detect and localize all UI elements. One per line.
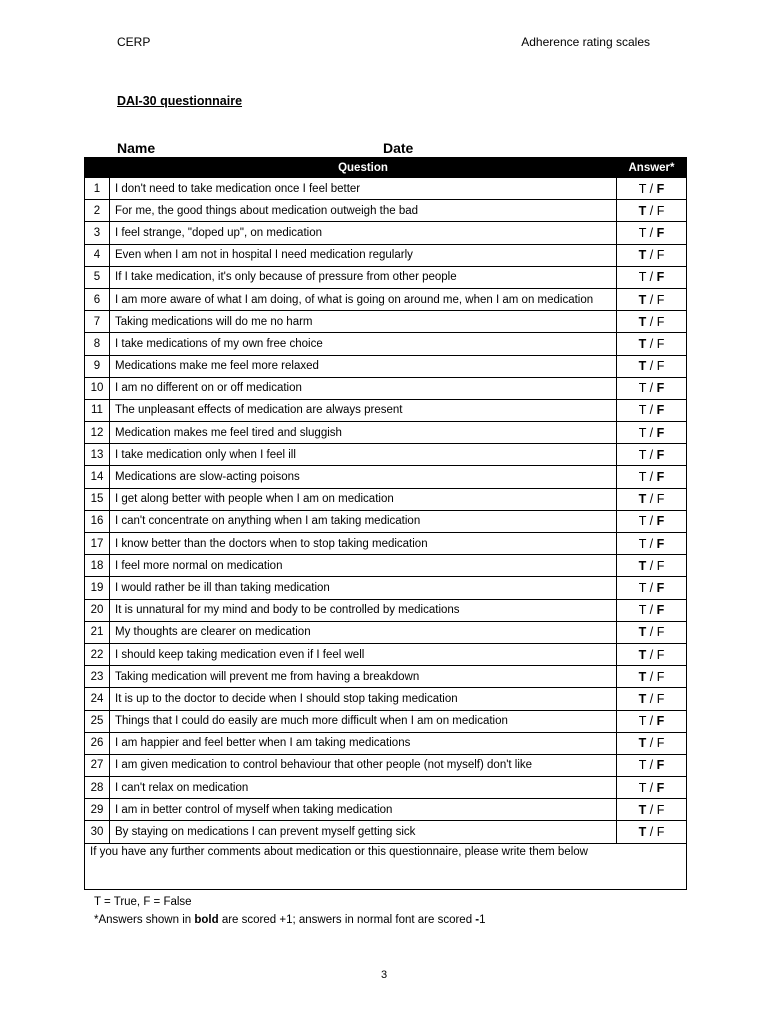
answer-false-option[interactable]: F (656, 359, 665, 374)
question-text: I am in better control of myself when taking medication (110, 799, 617, 821)
table-row (85, 688, 687, 710)
answer-separator: / (646, 536, 657, 551)
answer-true-option[interactable]: T (638, 603, 647, 618)
header-left: CERP (117, 35, 151, 49)
question-text: The unpleasant effects of medication are always present (110, 399, 617, 421)
answer-cell[interactable] (617, 200, 687, 222)
answer-true-option[interactable]: T (638, 780, 647, 795)
question-number: 10 (85, 377, 110, 399)
answer-separator: / (646, 669, 657, 684)
question-column-header: Question (110, 158, 617, 178)
question-number: 29 (85, 799, 110, 821)
answer-cell[interactable] (617, 621, 687, 643)
answer-true-option[interactable]: T (638, 669, 647, 684)
answer-true-option[interactable]: T (638, 270, 647, 285)
table-row (85, 422, 687, 444)
answer-cell[interactable] (617, 355, 687, 377)
question-text: Things that I could do easily are much more difficult when I am on medication (110, 710, 617, 732)
answer-true-option[interactable]: T (638, 802, 647, 817)
answer-false-option[interactable]: F (656, 447, 665, 462)
question-number: 21 (85, 621, 110, 643)
answer-cell[interactable] (617, 333, 687, 355)
answer-cell[interactable] (617, 799, 687, 821)
answer-true-option[interactable]: T (638, 558, 647, 573)
table-row (85, 200, 687, 222)
answer-separator: / (646, 603, 657, 618)
answer-false-option[interactable]: F (656, 292, 665, 307)
answer-true-option[interactable]: T (638, 248, 647, 263)
table-row (85, 799, 687, 821)
question-number: 22 (85, 643, 110, 665)
question-text: I take medication only when I feel ill (110, 444, 617, 466)
answer-separator: / (646, 514, 657, 529)
question-number: 3 (85, 222, 110, 244)
question-number: 30 (85, 821, 110, 843)
answer-column-header: Answer* (617, 158, 687, 178)
answer-false-option[interactable]: F (656, 736, 665, 751)
answer-separator: / (646, 780, 657, 795)
answer-separator: / (646, 314, 657, 329)
table-row (85, 178, 687, 200)
answer-cell[interactable] (617, 688, 687, 710)
question-text: I don't need to take medication once I feel better (110, 178, 617, 200)
question-text: I feel more normal on medication (110, 555, 617, 577)
answer-cell[interactable] (617, 510, 687, 532)
table-row (85, 732, 687, 754)
question-text: I should keep taking medication even if I feel well (110, 643, 617, 665)
answer-true-option[interactable]: T (638, 647, 647, 662)
questionnaire-table (84, 157, 687, 890)
table-row (85, 399, 687, 421)
table-row (85, 377, 687, 399)
answer-false-option[interactable]: F (656, 714, 665, 729)
question-text: It is unnatural for my mind and body to be controlled by medications (110, 599, 617, 621)
answer-false-option[interactable]: F (656, 492, 665, 507)
answer-false-option[interactable]: F (656, 470, 665, 485)
answer-true-option[interactable]: T (638, 403, 647, 418)
answer-true-option[interactable]: T (638, 825, 647, 840)
question-text: I know better than the doctors when to stop taking medication (110, 533, 617, 555)
answer-true-option[interactable]: T (638, 292, 647, 307)
table-row (85, 643, 687, 665)
answer-cell[interactable] (617, 422, 687, 444)
answer-false-option[interactable]: F (656, 403, 665, 418)
answer-cell[interactable] (617, 555, 687, 577)
answer-separator: / (646, 270, 657, 285)
question-text: I am no different on or off medication (110, 377, 617, 399)
header-right: Adherence rating scales (521, 35, 650, 49)
answer-cell[interactable] (617, 643, 687, 665)
question-number: 23 (85, 666, 110, 688)
table-row (85, 710, 687, 732)
answer-true-option[interactable]: T (638, 714, 647, 729)
answer-false-option[interactable]: F (656, 580, 665, 595)
question-number: 8 (85, 333, 110, 355)
answer-false-option[interactable]: F (656, 780, 665, 795)
answer-cell[interactable] (617, 399, 687, 421)
answer-true-option[interactable]: T (638, 758, 647, 773)
answer-separator: / (646, 336, 657, 351)
answer-cell[interactable] (617, 577, 687, 599)
answer-separator: / (646, 359, 657, 374)
answer-cell[interactable] (617, 777, 687, 799)
answer-separator: / (646, 292, 657, 307)
question-text: I am happier and feel better when I am taking medications (110, 732, 617, 754)
answer-cell[interactable] (617, 710, 687, 732)
question-number: 25 (85, 710, 110, 732)
answer-separator: / (646, 758, 657, 773)
answer-false-option[interactable]: F (656, 669, 665, 684)
answer-true-option[interactable]: T (638, 203, 647, 218)
table-row (85, 599, 687, 621)
answer-separator: / (646, 492, 657, 507)
question-number: 11 (85, 399, 110, 421)
answer-false-option[interactable]: F (656, 825, 665, 840)
answer-true-option[interactable]: T (638, 336, 647, 351)
answer-cell[interactable] (617, 222, 687, 244)
answer-false-option[interactable]: F (656, 647, 665, 662)
answer-true-option[interactable]: T (638, 736, 647, 751)
comments-box[interactable]: If you have any further comments about medication or this questionnaire, please write them below (85, 843, 687, 889)
question-number: 17 (85, 533, 110, 555)
table-row (85, 466, 687, 488)
question-text: I am given medication to control behaviour that other people (not myself) don't like (110, 754, 617, 776)
answer-false-option[interactable]: F (656, 603, 665, 618)
answer-false-option[interactable]: F (656, 625, 665, 640)
answer-separator: / (646, 736, 657, 751)
question-number: 2 (85, 200, 110, 222)
question-number: 20 (85, 599, 110, 621)
answer-separator: / (646, 691, 657, 706)
table-row (85, 266, 687, 288)
number-column-header (85, 158, 110, 178)
answer-false-option[interactable]: F (656, 758, 665, 773)
question-text: It is up to the doctor to decide when I should stop taking medication (110, 688, 617, 710)
table-row (85, 311, 687, 333)
question-text: I take medications of my own free choice (110, 333, 617, 355)
question-number: 19 (85, 577, 110, 599)
answer-separator: / (646, 248, 657, 263)
answer-true-option[interactable]: T (638, 425, 647, 440)
question-number: 28 (85, 777, 110, 799)
question-text: My thoughts are clearer on medication (110, 621, 617, 643)
answer-false-option[interactable]: F (656, 336, 665, 351)
answer-true-option[interactable]: T (638, 691, 647, 706)
question-number: 24 (85, 688, 110, 710)
answer-true-option[interactable]: T (638, 492, 647, 507)
question-text: If I take medication, it's only because of pressure from other people (110, 266, 617, 288)
question-text: I get along better with people when I am on medication (110, 488, 617, 510)
question-number: 1 (85, 178, 110, 200)
question-text: Taking medication will prevent me from having a breakdown (110, 666, 617, 688)
answer-false-option[interactable]: F (656, 802, 665, 817)
question-number: 5 (85, 266, 110, 288)
question-number: 13 (85, 444, 110, 466)
question-text: I can't relax on medication (110, 777, 617, 799)
document-title: DAI-30 questionnaire (117, 94, 243, 108)
table-row (85, 288, 687, 310)
table-row (85, 222, 687, 244)
question-text: For me, the good things about medication outweigh the bad (110, 200, 617, 222)
question-number: 4 (85, 244, 110, 266)
answer-cell[interactable] (617, 533, 687, 555)
table-row (85, 510, 687, 532)
table-row (85, 533, 687, 555)
answer-cell[interactable] (617, 288, 687, 310)
answer-true-option[interactable]: T (638, 470, 647, 485)
answer-separator: / (646, 425, 657, 440)
question-text: By staying on medications I can prevent myself getting sick (110, 821, 617, 843)
table-row (85, 244, 687, 266)
answer-separator: / (646, 802, 657, 817)
answer-false-option[interactable]: F (656, 203, 665, 218)
question-number: 6 (85, 288, 110, 310)
answer-true-option[interactable]: T (638, 359, 647, 374)
answer-false-option[interactable]: F (656, 691, 665, 706)
answer-false-option[interactable]: F (656, 381, 665, 396)
answer-true-option[interactable]: T (638, 447, 647, 462)
answer-false-option[interactable]: F (656, 181, 665, 196)
answer-separator: / (646, 403, 657, 418)
table-row (85, 666, 687, 688)
answer-cell[interactable] (617, 754, 687, 776)
answer-false-option[interactable]: F (656, 248, 665, 263)
answer-false-option[interactable]: F (656, 314, 665, 329)
answer-false-option[interactable]: F (656, 270, 665, 285)
table-row (85, 621, 687, 643)
question-number: 26 (85, 732, 110, 754)
table-header-row (85, 158, 687, 178)
answer-false-option[interactable]: F (656, 514, 665, 529)
answer-true-option[interactable]: T (638, 625, 647, 640)
table-row (85, 577, 687, 599)
question-text: Medications make me feel more relaxed (110, 355, 617, 377)
answer-false-option[interactable]: F (656, 225, 665, 240)
legend-text-end: 1 (479, 914, 486, 926)
legend-text-pre: *Answers shown in (94, 914, 195, 926)
answer-true-option[interactable]: T (638, 314, 647, 329)
answer-separator: / (646, 225, 657, 240)
question-text: I feel strange, "doped up", on medication (110, 222, 617, 244)
table-row (85, 777, 687, 799)
answer-cell[interactable] (617, 266, 687, 288)
answer-true-option[interactable]: T (638, 181, 647, 196)
table-row (85, 754, 687, 776)
question-text: I would rather be ill than taking medication (110, 577, 617, 599)
legend-text-post: are scored +1; answers in normal font are scored (218, 914, 476, 926)
question-number: 18 (85, 555, 110, 577)
question-text: Taking medications will do me no harm (110, 311, 617, 333)
answer-cell[interactable] (617, 821, 687, 843)
answer-separator: / (646, 470, 657, 485)
answer-true-option[interactable]: T (638, 381, 647, 396)
legend-bold-word: bold (194, 914, 219, 926)
answer-cell[interactable] (617, 488, 687, 510)
question-text: Even when I am not in hospital I need medication regularly (110, 244, 617, 266)
question-number: 14 (85, 466, 110, 488)
table-row (85, 821, 687, 843)
date-label: Date (383, 140, 414, 156)
answer-cell[interactable] (617, 178, 687, 200)
answer-false-option[interactable]: F (656, 536, 665, 551)
comments-row (85, 843, 687, 889)
answer-false-option[interactable]: F (656, 425, 665, 440)
question-number: 15 (85, 488, 110, 510)
answer-cell[interactable] (617, 311, 687, 333)
table-row (85, 333, 687, 355)
name-label: Name (117, 140, 156, 156)
question-text: I am more aware of what I am doing, of what is going on around me, when I am on medication (110, 288, 617, 310)
question-text: Medications are slow-acting poisons (110, 466, 617, 488)
legend-line-2 (94, 914, 486, 926)
answer-separator: / (646, 647, 657, 662)
page-number: 3 (380, 969, 388, 981)
answer-cell[interactable] (617, 732, 687, 754)
question-number: 16 (85, 510, 110, 532)
table-row (85, 444, 687, 466)
answer-separator: / (646, 825, 657, 840)
answer-cell[interactable] (617, 666, 687, 688)
answer-separator: / (646, 625, 657, 640)
answer-cell[interactable] (617, 377, 687, 399)
answer-true-option[interactable]: T (638, 514, 647, 529)
answer-separator: / (646, 558, 657, 573)
table-row (85, 555, 687, 577)
table-row (85, 355, 687, 377)
question-rows (85, 178, 687, 844)
question-number: 7 (85, 311, 110, 333)
answer-cell[interactable] (617, 244, 687, 266)
legend-minus-sign: - (475, 914, 480, 926)
question-number: 12 (85, 422, 110, 444)
table-row (85, 488, 687, 510)
answer-separator: / (646, 714, 657, 729)
question-text: Medication makes me feel tired and sluggish (110, 422, 617, 444)
answer-cell[interactable] (617, 599, 687, 621)
answer-separator: / (646, 381, 657, 396)
answer-separator: / (646, 203, 657, 218)
question-number: 27 (85, 754, 110, 776)
answer-false-option[interactable]: F (656, 558, 665, 573)
answer-true-option[interactable]: T (638, 536, 647, 551)
question-text: I can't concentrate on anything when I am taking medication (110, 510, 617, 532)
answer-cell[interactable] (617, 466, 687, 488)
answer-separator: / (646, 181, 657, 196)
answer-separator: / (646, 447, 657, 462)
question-number: 9 (85, 355, 110, 377)
answer-true-option[interactable]: T (638, 225, 647, 240)
legend-line-1: T = True, F = False (94, 896, 192, 908)
answer-separator: / (646, 580, 657, 595)
answer-cell[interactable] (617, 444, 687, 466)
answer-true-option[interactable]: T (638, 580, 647, 595)
